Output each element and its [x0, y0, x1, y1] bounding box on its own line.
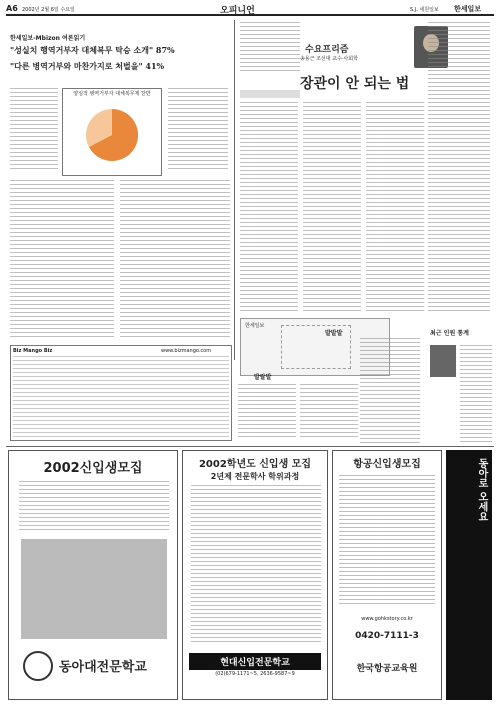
- ad-3: [332, 450, 442, 700]
- column-writer: 송용근 조선대 교수·사회학: [300, 56, 358, 62]
- intro-text: [240, 22, 300, 74]
- ad3-phone: 0420-7111-3: [355, 631, 419, 641]
- left-ad-header-right: www.bizmango.com: [161, 348, 212, 354]
- poll-body-col1: [10, 88, 58, 170]
- ad2-text: [191, 485, 321, 645]
- ad-1: [8, 450, 178, 700]
- section-title: 오피니언: [220, 6, 255, 16]
- poll-body-lower: [10, 180, 114, 340]
- date-text: 2002년 2월 6일 수요일: [22, 7, 75, 13]
- left-ad-table: [10, 345, 232, 441]
- column-label: 수요프리즘: [305, 45, 349, 55]
- right-col-photo: [430, 345, 456, 377]
- ad-2: [182, 450, 328, 700]
- ads-top-rule: [6, 446, 494, 447]
- ad2-sub: 2년제 전문학사 학위과정: [210, 472, 300, 481]
- poll-chart-caption: 양심적 병역거부자 대체복무제 찬반: [73, 91, 151, 97]
- ad3-web: www.gohkstory.co.kr: [361, 616, 413, 622]
- column-subhead: [240, 90, 300, 98]
- right-col-subtitle: 최근 인원 통계: [430, 330, 469, 337]
- ad3-org: 한국항공교육원: [356, 664, 418, 674]
- ad1-title: 2002신입생모집: [43, 461, 143, 476]
- mid-col-text-2: [300, 384, 358, 440]
- mid-col-text-1: [238, 384, 296, 440]
- header-right-text: S.J. 세원일보: [410, 7, 439, 13]
- poll-logo: [10, 25, 130, 42]
- ad3-text: [339, 475, 435, 605]
- poll-pie-chart: [63, 97, 161, 171]
- page-label: A6: [6, 4, 18, 13]
- ad2-title: 2002학년도 신입생 모집: [198, 459, 312, 470]
- right-col-text-2: [460, 345, 492, 443]
- poll-logo-text: 한세일보-Mbizon 여론읽기: [10, 35, 86, 42]
- ad4-title: 동아로 오세요: [476, 458, 487, 522]
- left-ad-rows: [13, 356, 229, 438]
- column-text-3: [366, 102, 424, 314]
- poll-body-col3: [168, 88, 228, 170]
- right-col-title: 발발발: [325, 330, 343, 337]
- right-col-text-1: [360, 338, 420, 443]
- ad1-school: 동아대전문학교: [59, 660, 147, 675]
- poll-chart: [62, 88, 162, 176]
- column-text-1: [240, 102, 298, 314]
- ad2-school: 현대신입전문학교: [189, 653, 321, 670]
- left-ad-brand: Biz Mango Biz: [13, 348, 53, 354]
- ad-4: [446, 450, 492, 700]
- ad1-text: [19, 481, 169, 531]
- page-header: [6, 4, 494, 16]
- poll-quote-2: "다른 병역거부와 마찬가지로 처벌을" 41%: [10, 61, 165, 71]
- column-title: 장관이 안 되는 법: [300, 76, 410, 92]
- paper-name: 한세일보: [454, 5, 482, 13]
- ad1-seal-icon: [23, 651, 53, 681]
- poll-quote-1: "성실치 행역거부자 대체복무 탁승 소개" 87%: [10, 45, 175, 55]
- column-text-2: [303, 102, 361, 314]
- poll-body-lower-2: [120, 180, 230, 340]
- vertical-divider: [234, 20, 235, 360]
- mid-col-title: 발랄발: [254, 374, 272, 381]
- ad3-title: 항공신입생모집: [353, 459, 421, 470]
- ad1-photo: [21, 539, 167, 639]
- column-text-4: [428, 22, 490, 314]
- cartoon-label: 한세일보: [245, 323, 265, 329]
- ad2-phone: (02)679-1171~5, 2636-9587~9: [215, 671, 295, 677]
